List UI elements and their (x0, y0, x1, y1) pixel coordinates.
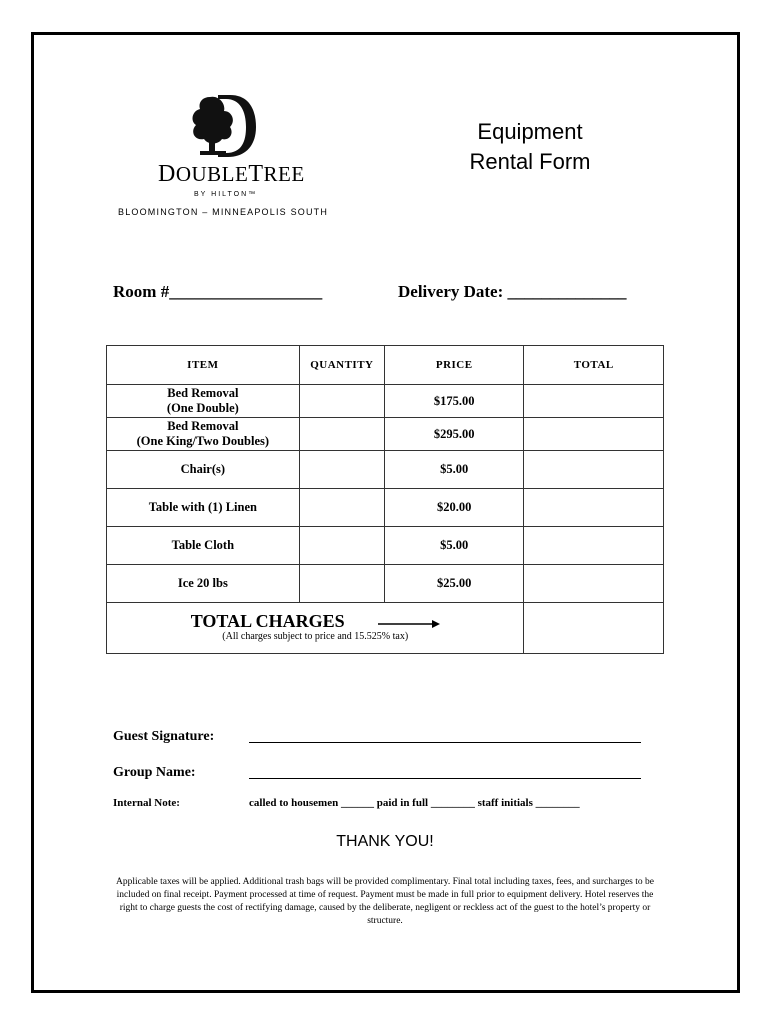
item-detail: (One Double) (166, 401, 239, 415)
total-charges-value-cell[interactable] (524, 603, 664, 654)
table-row (107, 527, 664, 565)
quantity-cell[interactable] (299, 451, 384, 489)
disclaimer-text: Applicable taxes will be applied. Additional trash bags will be provided complimentary. Final total including taxes, fees, and surcharges to be included on final receipt. Payment processed at time of request. Payment must be made in full prior to equipment delivery. Hotel reserves the right to charge guests the cost of rectifying damage, caused by the deliberate, negligent or reckless act of the guest to the hotel’s property or structure. (116, 877, 654, 926)
total-cell[interactable] (524, 418, 664, 451)
header-total: TOTAL (524, 346, 664, 385)
brand-d: D (158, 161, 176, 187)
tax-note: (All charges subject to price and 15.525% tax) (222, 630, 409, 642)
guest-signature-label: Guest Signature: (113, 729, 215, 744)
internal-note-label: Internal Note: (113, 797, 180, 809)
form-title-line1: Equipment (477, 119, 583, 144)
quantity-cell[interactable] (299, 565, 384, 603)
price-cell: $5.00 (384, 451, 524, 489)
total-cell[interactable] (524, 489, 664, 527)
item-cell: Table with (1) Linen (107, 489, 300, 527)
price-cell: $295.00 (384, 418, 524, 451)
total-cell[interactable] (524, 527, 664, 565)
group-name-line[interactable] (249, 778, 641, 779)
quantity-cell[interactable] (299, 527, 384, 565)
table-header-row (107, 346, 664, 385)
brand-subtitle: BY HILTON™ (194, 191, 258, 198)
total-cell[interactable] (524, 451, 664, 489)
hotel-location: BLOOMINGTON – MINNEAPOLIS SOUTH (118, 207, 329, 217)
item-cell (107, 418, 300, 451)
price-cell: $5.00 (384, 527, 524, 565)
item-cell: Chair(s) (107, 451, 300, 489)
table-row (107, 451, 664, 489)
total-cell[interactable] (524, 565, 664, 603)
guest-signature-line[interactable] (249, 742, 641, 743)
total-charges-label: TOTAL CHARGES (190, 610, 345, 631)
internal-note-text: called to housemen ______ paid in full ________ staff initials ________ (249, 797, 580, 809)
doubletree-logo (118, 93, 348, 223)
total-cell[interactable] (524, 385, 664, 418)
item-cell: Table Cloth (107, 527, 300, 565)
brand-name (158, 161, 305, 188)
item-cell (107, 385, 300, 418)
price-cell: $20.00 (384, 489, 524, 527)
item-name: Bed Removal (167, 386, 239, 400)
thank-you-text: THANK YOU! (336, 833, 434, 850)
table-row (107, 385, 664, 418)
group-name-label: Group Name: (113, 765, 196, 780)
header-item: ITEM (107, 346, 300, 385)
table-row (107, 489, 664, 527)
tree-icon (188, 93, 258, 159)
form-title (440, 117, 620, 177)
brand-t: T (248, 161, 264, 187)
brand-ree: REE (263, 162, 305, 186)
header-quantity: QUANTITY (299, 346, 384, 385)
form-title-line2: Rental Form (469, 149, 591, 174)
table-row (107, 565, 664, 603)
quantity-cell[interactable] (299, 489, 384, 527)
total-charges-row (107, 603, 664, 654)
total-charges-cell (107, 603, 524, 654)
arrow-right-icon (378, 619, 440, 629)
quantity-cell[interactable] (299, 418, 384, 451)
item-cell: Ice 20 lbs (107, 565, 300, 603)
rental-table (106, 345, 664, 654)
quantity-cell[interactable] (299, 385, 384, 418)
table-row (107, 418, 664, 451)
item-name: Bed Removal (167, 419, 239, 433)
delivery-date-field[interactable]: Delivery Date: ______________ (398, 282, 627, 301)
item-detail: (One King/Two Doubles) (136, 434, 270, 448)
price-cell: $25.00 (384, 565, 524, 603)
price-cell: $175.00 (384, 385, 524, 418)
brand-ouble: OUBLE (175, 162, 249, 186)
room-number-field[interactable]: Room #__________________ (113, 282, 323, 301)
header-price: PRICE (384, 346, 524, 385)
